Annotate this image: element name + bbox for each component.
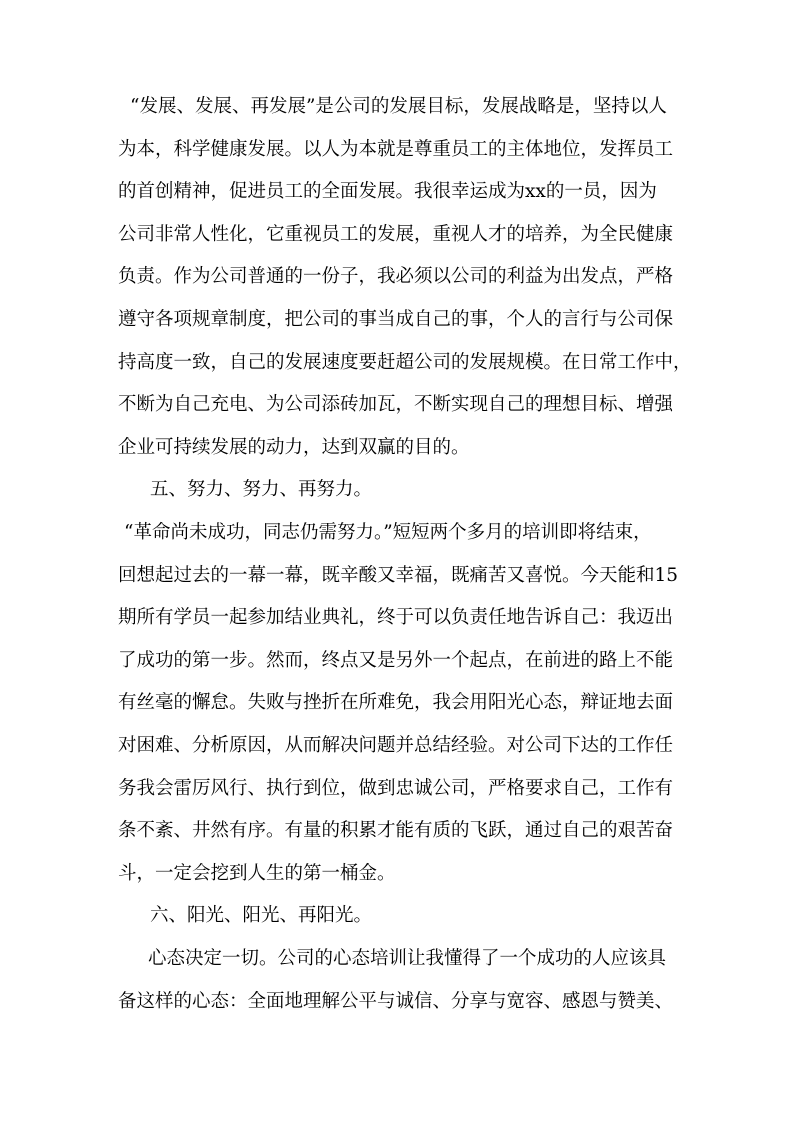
- paragraph-text: 斗，一定会挖到人生的第一桶金。: [118, 863, 396, 884]
- section-heading-text: 五、努力、努力、再努力。: [150, 479, 373, 500]
- text-line: [0, 518, 794, 548]
- paragraph-text: 负责。作为公司普通的一份子，我必须以公司的利益为出发点，严格: [118, 266, 674, 287]
- section-heading-text: 六、阳光、阳光、再阳光。: [150, 905, 373, 926]
- text-line: [0, 177, 794, 207]
- paragraph-text: 条不紊、井然有序。有量的积累才能有质的飞跃，通过自己的艰苦奋: [118, 820, 674, 841]
- text-line: [0, 688, 794, 718]
- paragraph-text: 遵守各项规章制度，把公司的事当成自己的事，个人的言行与公司保: [118, 309, 674, 330]
- paragraph-text: “革命尚未成功，同志仍需努力。”短短两个多月的培训即将结束，: [124, 522, 652, 543]
- text-line: [0, 92, 794, 122]
- paragraph-text: 对困难、分析原因，从而解决问题并总结经验。对公司下达的工作任: [118, 735, 674, 756]
- text-line: [0, 561, 794, 591]
- section-heading: [0, 475, 794, 505]
- section-heading: [0, 901, 794, 931]
- text-line: [0, 774, 794, 804]
- text-line: [0, 390, 794, 420]
- text-line: [0, 646, 794, 676]
- paragraph-text: 不断为自己充电、为公司添砖加瓦，不断实现自己的理想目标、增强: [118, 394, 674, 415]
- text-line: [0, 305, 794, 335]
- paragraph-text: 务我会雷厉风行、执行到位，做到忠诚公司，严格要求自己，工作有: [118, 778, 674, 799]
- text-line: [0, 348, 794, 378]
- paragraph-text: 回想起过去的一幕一幕，既辛酸又幸福，既痛苦又喜悦。今天能和15: [118, 565, 679, 586]
- paragraph-text: 备这样的心态：全面地理解公平与诚信、分享与宽容、感恩与赞美、: [118, 991, 674, 1012]
- text-line: [0, 220, 794, 250]
- paragraph-text: 企业可持续发展的动力，达到双赢的目的。: [118, 437, 470, 458]
- paragraph-text: 为本，科学健康发展。以人为本就是尊重员工的主体地位，发挥员工: [118, 139, 674, 160]
- paragraph-text: 持高度一致，自己的发展速度要赶超公司的发展规模。在日常工作中，: [118, 352, 692, 373]
- paragraph-text: 期所有学员一起参加结业典礼，终于可以负责任地告诉自己：我迈出: [118, 607, 674, 628]
- text-line: [0, 944, 794, 974]
- text-line: [0, 859, 794, 889]
- text-line: [0, 731, 794, 761]
- paragraph-text: 心态决定一切。公司的心态培训让我懂得了一个成功的人应该具: [148, 948, 667, 969]
- text-line: [0, 603, 794, 633]
- paragraph-text: 有丝毫的懈怠。失败与挫折在所难免，我会用阳光心态，辩证地去面: [118, 692, 674, 713]
- paragraph-text: “发展、发展、再发展”是公司的发展目标，发展战略是，坚持以人: [130, 96, 667, 117]
- paragraph-text: 公司非常人性化，它重视员工的发展，重视人才的培养，为全民健康: [118, 224, 674, 245]
- paragraph-text: 的首创精神，促进员工的全面发展。我很幸运成为xx的一员，因为: [118, 181, 657, 202]
- text-line: [0, 987, 794, 1017]
- paragraph-text: 了成功的第一步。然而，终点又是另外一个起点，在前进的路上不能: [118, 650, 674, 671]
- text-line: [0, 262, 794, 292]
- text-line: [0, 135, 794, 165]
- text-line: [0, 816, 794, 846]
- text-line: [0, 433, 794, 463]
